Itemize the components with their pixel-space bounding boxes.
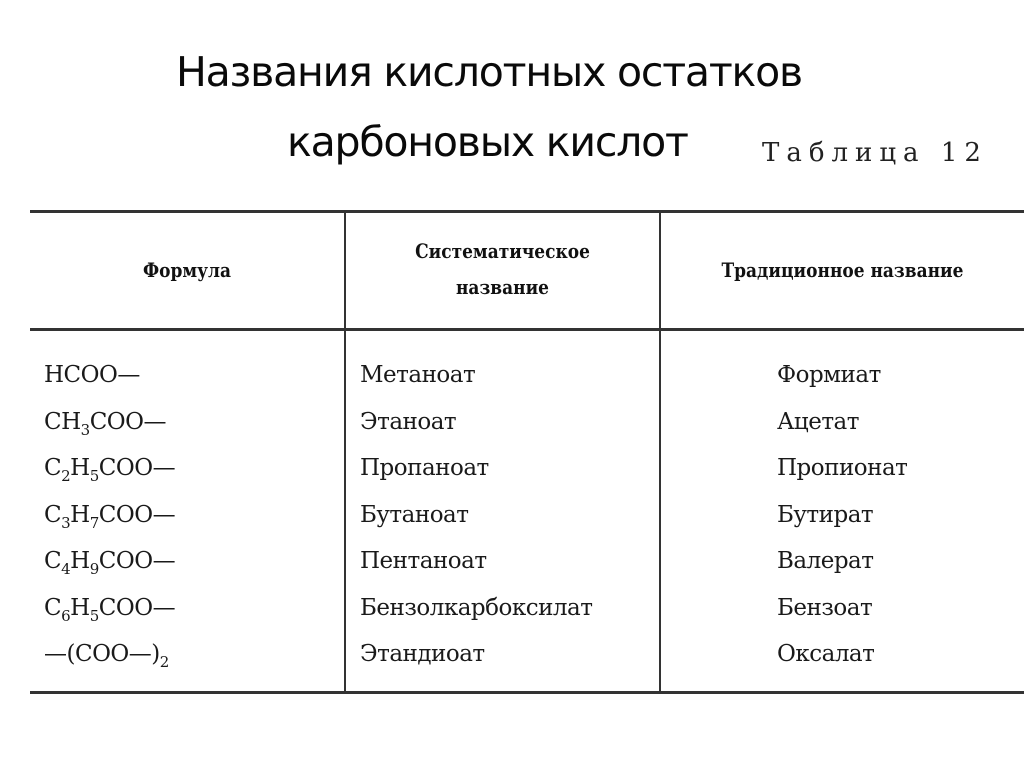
systematic-name-cell: Бензолкарбоксилат — [360, 594, 593, 621]
traditional-name-cell: Валерат — [777, 548, 874, 574]
systematic-name-cell: Этандиоат — [360, 641, 485, 667]
formula-cell: $C_6H_5COO—$ — [44, 594, 176, 625]
systematic-name-cell: Пропаноат — [360, 455, 489, 481]
systematic-name-cell: Этаноат — [360, 408, 457, 435]
traditional-name-cell: Бензоат — [777, 594, 873, 621]
table-top-rule — [30, 210, 1024, 213]
traditional-name-cell: Бутират — [777, 501, 874, 528]
traditional-name-cell: Формиат — [777, 362, 881, 388]
header-traditional: Традиционное название — [721, 258, 964, 282]
column-divider-1 — [344, 210, 346, 694]
header-systematic-line2: название — [455, 275, 549, 299]
systematic-name-cell: Бутаноат — [360, 501, 469, 528]
formula-cell: HCOO— — [44, 362, 140, 388]
header-systematic-line1: Систематическое — [415, 239, 590, 263]
header-formula: Формула — [142, 258, 232, 282]
systematic-name-cell: Метаноат — [360, 362, 476, 388]
slide-title-line2: карбоновых кислот — [287, 118, 688, 166]
table-bottom-rule — [30, 691, 1024, 694]
formula-cell: $C_2H_5COO—$ — [44, 455, 176, 485]
traditional-name-cell: Оксалат — [777, 641, 875, 667]
slide-title-line1: Названия кислотных остатков — [176, 48, 802, 96]
formula-cell: $CH_3COO—$ — [44, 408, 167, 439]
formula-cell: $—(COO—)_2$ — [44, 641, 169, 671]
column-divider-2 — [659, 210, 661, 694]
formula-cell: $C_3H_7COO—$ — [44, 501, 176, 532]
table-header-rule — [30, 328, 1024, 331]
systematic-name-cell: Пентаноат — [360, 548, 487, 574]
table-caption: Таблица 12 — [762, 138, 988, 168]
traditional-name-cell: Ацетат — [777, 408, 859, 435]
formula-cell: $C_4H_9COO—$ — [44, 548, 176, 578]
traditional-name-cell: Пропионат — [777, 455, 908, 481]
